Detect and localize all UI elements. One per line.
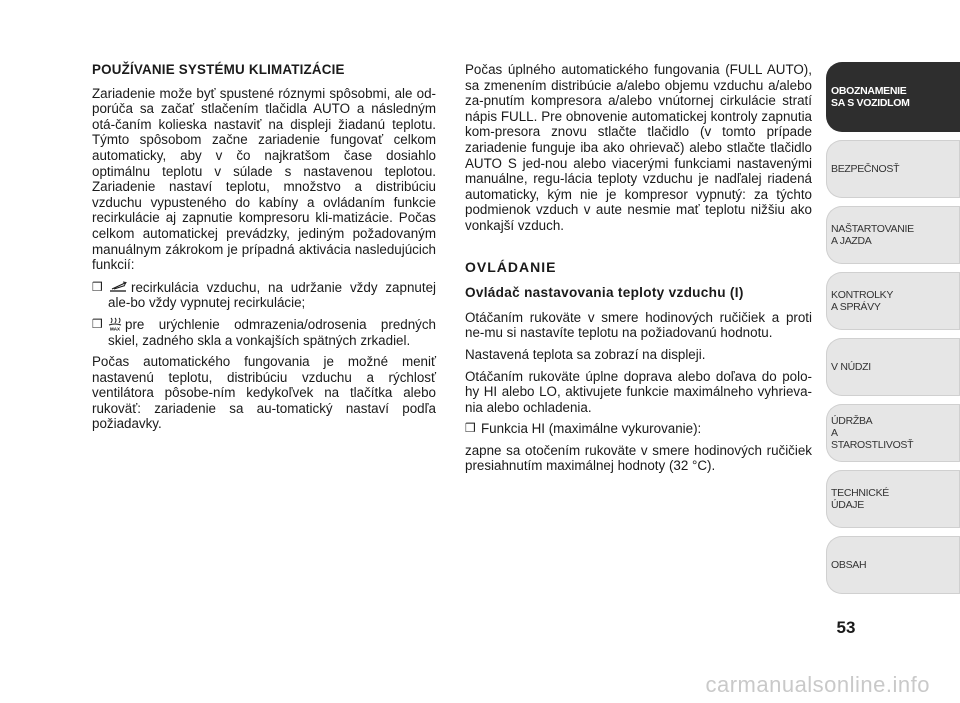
paragraph: Otáčaním rukoväte úplne doprava alebo doľava do polo-hy HI alebo LO, aktivujete funkcie maximálneho vyhrieva-nia alebo ochladenia.	[465, 368, 812, 415]
paragraph: Otáčaním rukoväte v smere hodinových ručičiek a proti ne-mu si nastavíte teplotu na požiadovanú hodnotu.	[465, 309, 812, 341]
paragraph: zapne sa otočením rukoväte v smere hodinových ručičiek presiahnutím maximálnej hodnoty (32 °C).	[465, 442, 812, 474]
page-number: 53	[836, 618, 856, 637]
checkbox-bullet-icon: ❒	[92, 316, 103, 331]
tab-technicke-udaje[interactable]: TECHNICKÉ ÚDAJE	[826, 470, 960, 528]
watermark: carmanualsonline.info	[705, 672, 930, 697]
list-item-text: recirkulácia vzduchu, na udržanie vždy zapnutej ale-bo vždy vypnutej recirkulácie;	[108, 279, 436, 311]
list-item	[92, 280, 436, 311]
checkbox-bullet-icon: ❒	[465, 421, 476, 436]
air-recirculation-icon	[108, 281, 128, 293]
section-title: POUŽÍVANIE SYSTÉMU KLIMATIZÁCIE	[92, 62, 345, 77]
paragraph: Zariadenie može byť spustené róznymi spôsobmi, ale od-porúča sa začať stlačením tlačidla AUTO a následným otá-čaním kolieska nastaviť na displeji žiadanú teplotu. Týmto spôsobom začne zariadenie fungovať celkom automaticky, aby v čo najkratšom čase dosiahlo optimálnu teplotu v súlade s nastavenou teplotou. Zariadenie nastaví teplotu, množstvo a distribúciu vzduchu vypusteného do kabíny a ovládaním funkcie recirkulácie aj zapnutie kompresoru kli-matizácie. Počas celkom automatickej prevádzky, jediným požadovaným manuálnym zákrokom je prípadná aktivácia nasledujúcich funkcií:	[92, 85, 436, 273]
subheading: Ovládač nastavovania teploty vzduchu (I)	[465, 285, 744, 301]
right-column	[465, 62, 812, 481]
paragraph: Nastavená teplota sa zobrazí na displeji.	[465, 346, 706, 362]
list-item	[92, 317, 436, 348]
list-item	[465, 421, 812, 437]
tab-nastartovanie[interactable]: NAŠTARTOVANIE A JAZDA	[826, 206, 960, 264]
tab-udrzba[interactable]: ÚDRŽBA A STAROSTLIVOSŤ	[826, 404, 960, 462]
checkbox-bullet-icon: ❒	[92, 279, 103, 294]
list-item-text: Funkcia HI (maximálne vykurovanie):	[481, 421, 702, 437]
chapter-tabs	[826, 62, 960, 602]
paragraph: Počas úplného automatického fungovania (FULL AUTO), sa zmenením distribúcie a/alebo objemu vzduchu a/alebo za-pnutím kompresora a/alebo vnútornej cirkulácie stratí nápis FULL. Pre obnovenie automatickej kontroly zapnutia kom-presora znovu stlačte tlačidlo (v tomto prípade zariadenie funguje iba ako ohrievač) alebo stlačte tlačidlo AUTO S jed-nou alebo viacerými funkciami nastavenými manuálne, regu-lácia teploty vzduchu je nadľalej riadená automaticky, kým nie je kompresor vypnutý: za týchto podmienok vzduch v aute nesmie mať teplotu nižšiu ako vonkajší vzduch.	[465, 62, 812, 233]
tab-v-nudzi[interactable]: V NÚDZI	[826, 338, 960, 396]
section-heading: OVLÁDANIE	[465, 258, 557, 275]
max-defrost-icon	[108, 317, 122, 331]
left-column	[92, 62, 436, 439]
tab-obsah[interactable]: OBSAH	[826, 536, 960, 594]
defrost-label: MAX	[110, 326, 120, 331]
list-item-text: pre urýchlenie odmrazenia/odrosenia predných skiel, zadného skla a vonkajších spätných zrkadiel.	[108, 316, 436, 348]
tab-oboznamenie[interactable]: OBOZNAMENIE SA S VOZIDLOM	[826, 62, 960, 132]
tab-kontrolky[interactable]: KONTROLKY A SPRÁVY	[826, 272, 960, 330]
paragraph: Počas automatického fungovania je možné meniť nastavenú teplotu, distribúciu vzduchu a rýchlosť ventilátora pôsobe-ním kedykoľvek na tlačítka alebo rukoväť: zariadenie sa au-tomatický nastaví podľa požiadavky.	[92, 354, 436, 432]
tab-bezpecnost[interactable]: BEZPEČNOSŤ	[826, 140, 960, 198]
